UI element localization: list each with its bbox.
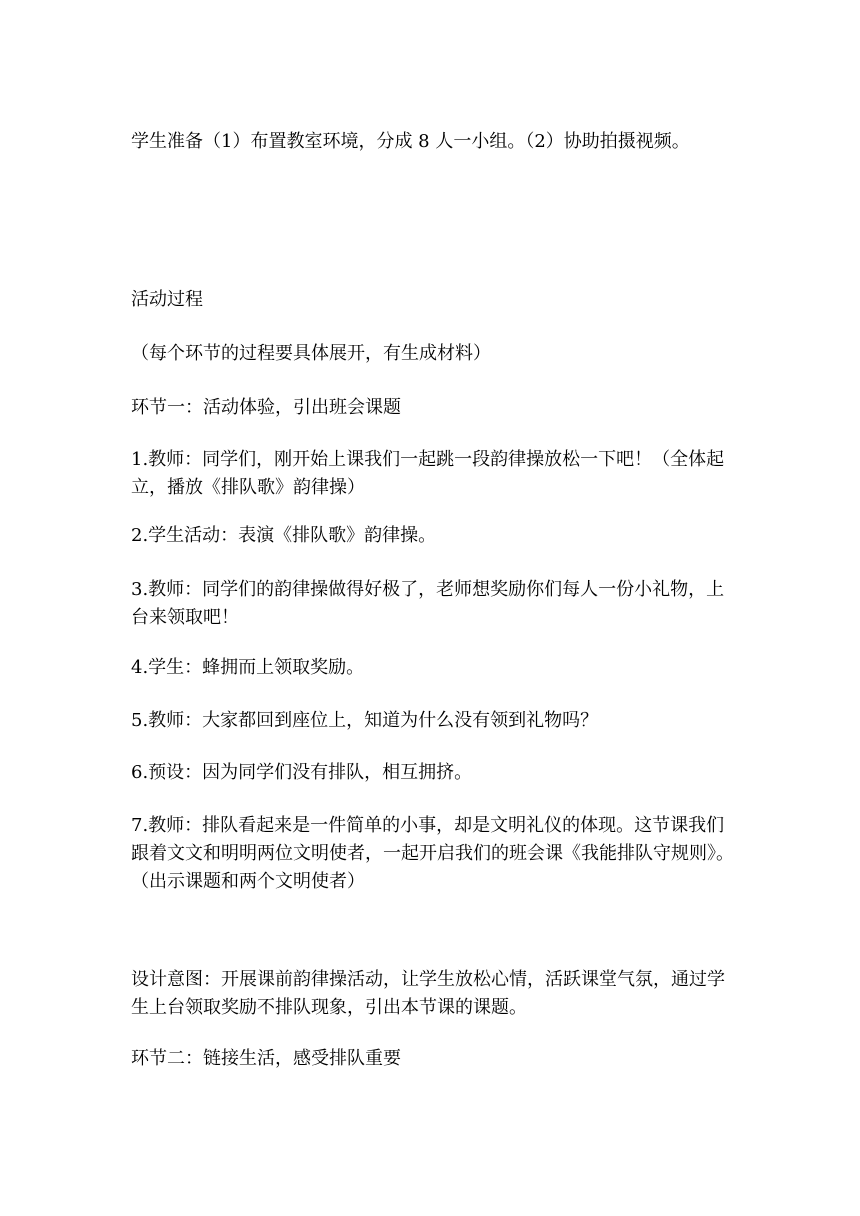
step-2: 2.学生活动：表演《排队歌》韵律操。 [131,525,437,546]
step-4: 4.学生：蜂拥而上领取奖励。 [131,657,365,678]
step-3: 3.教师：同学们的韵律操做得好极了，老师想奖励你们每人一份小礼物，上台来领取吧！ [131,579,725,628]
step-5: 5.教师：大家都回到座位上，知道为什么没有领到礼物吗？ [131,710,599,731]
section-one-heading: 环节一：活动体验，引出班会课题 [131,397,401,418]
design-intent: 设计意图：开展课前韵律操活动，让学生放松心情，活跃课堂气氛，通过学生上台领取奖励不排队现象，引出本节课的课题。 [131,969,725,1018]
activity-process-heading: 活动过程 [131,289,203,310]
process-note: （每个环节的过程要具体展开，有生成材料） [131,343,491,364]
student-preparation: 学生准备（1）布置教室环境，分成 8 人一小组。（2）协助拍摄视频。 [131,131,690,152]
step-1: 1.教师：同学们，刚开始上课我们一起跳一段韵律操放松一下吧！（全体起立，播放《排队歌》韵律操） [131,449,725,498]
step-7: 7.教师：排队看起来是一件简单的小事，却是文明礼仪的体现。这节课我们跟着文文和明明两位文明使者，一起开启我们的班会课《我能排队守规则》。（出示课题和两个文明使者） [131,815,734,892]
section-two-heading: 环节二：链接生活，感受排队重要 [131,1048,401,1069]
step-6: 6.预设：因为同学们没有排队，相互拥挤。 [131,762,473,783]
